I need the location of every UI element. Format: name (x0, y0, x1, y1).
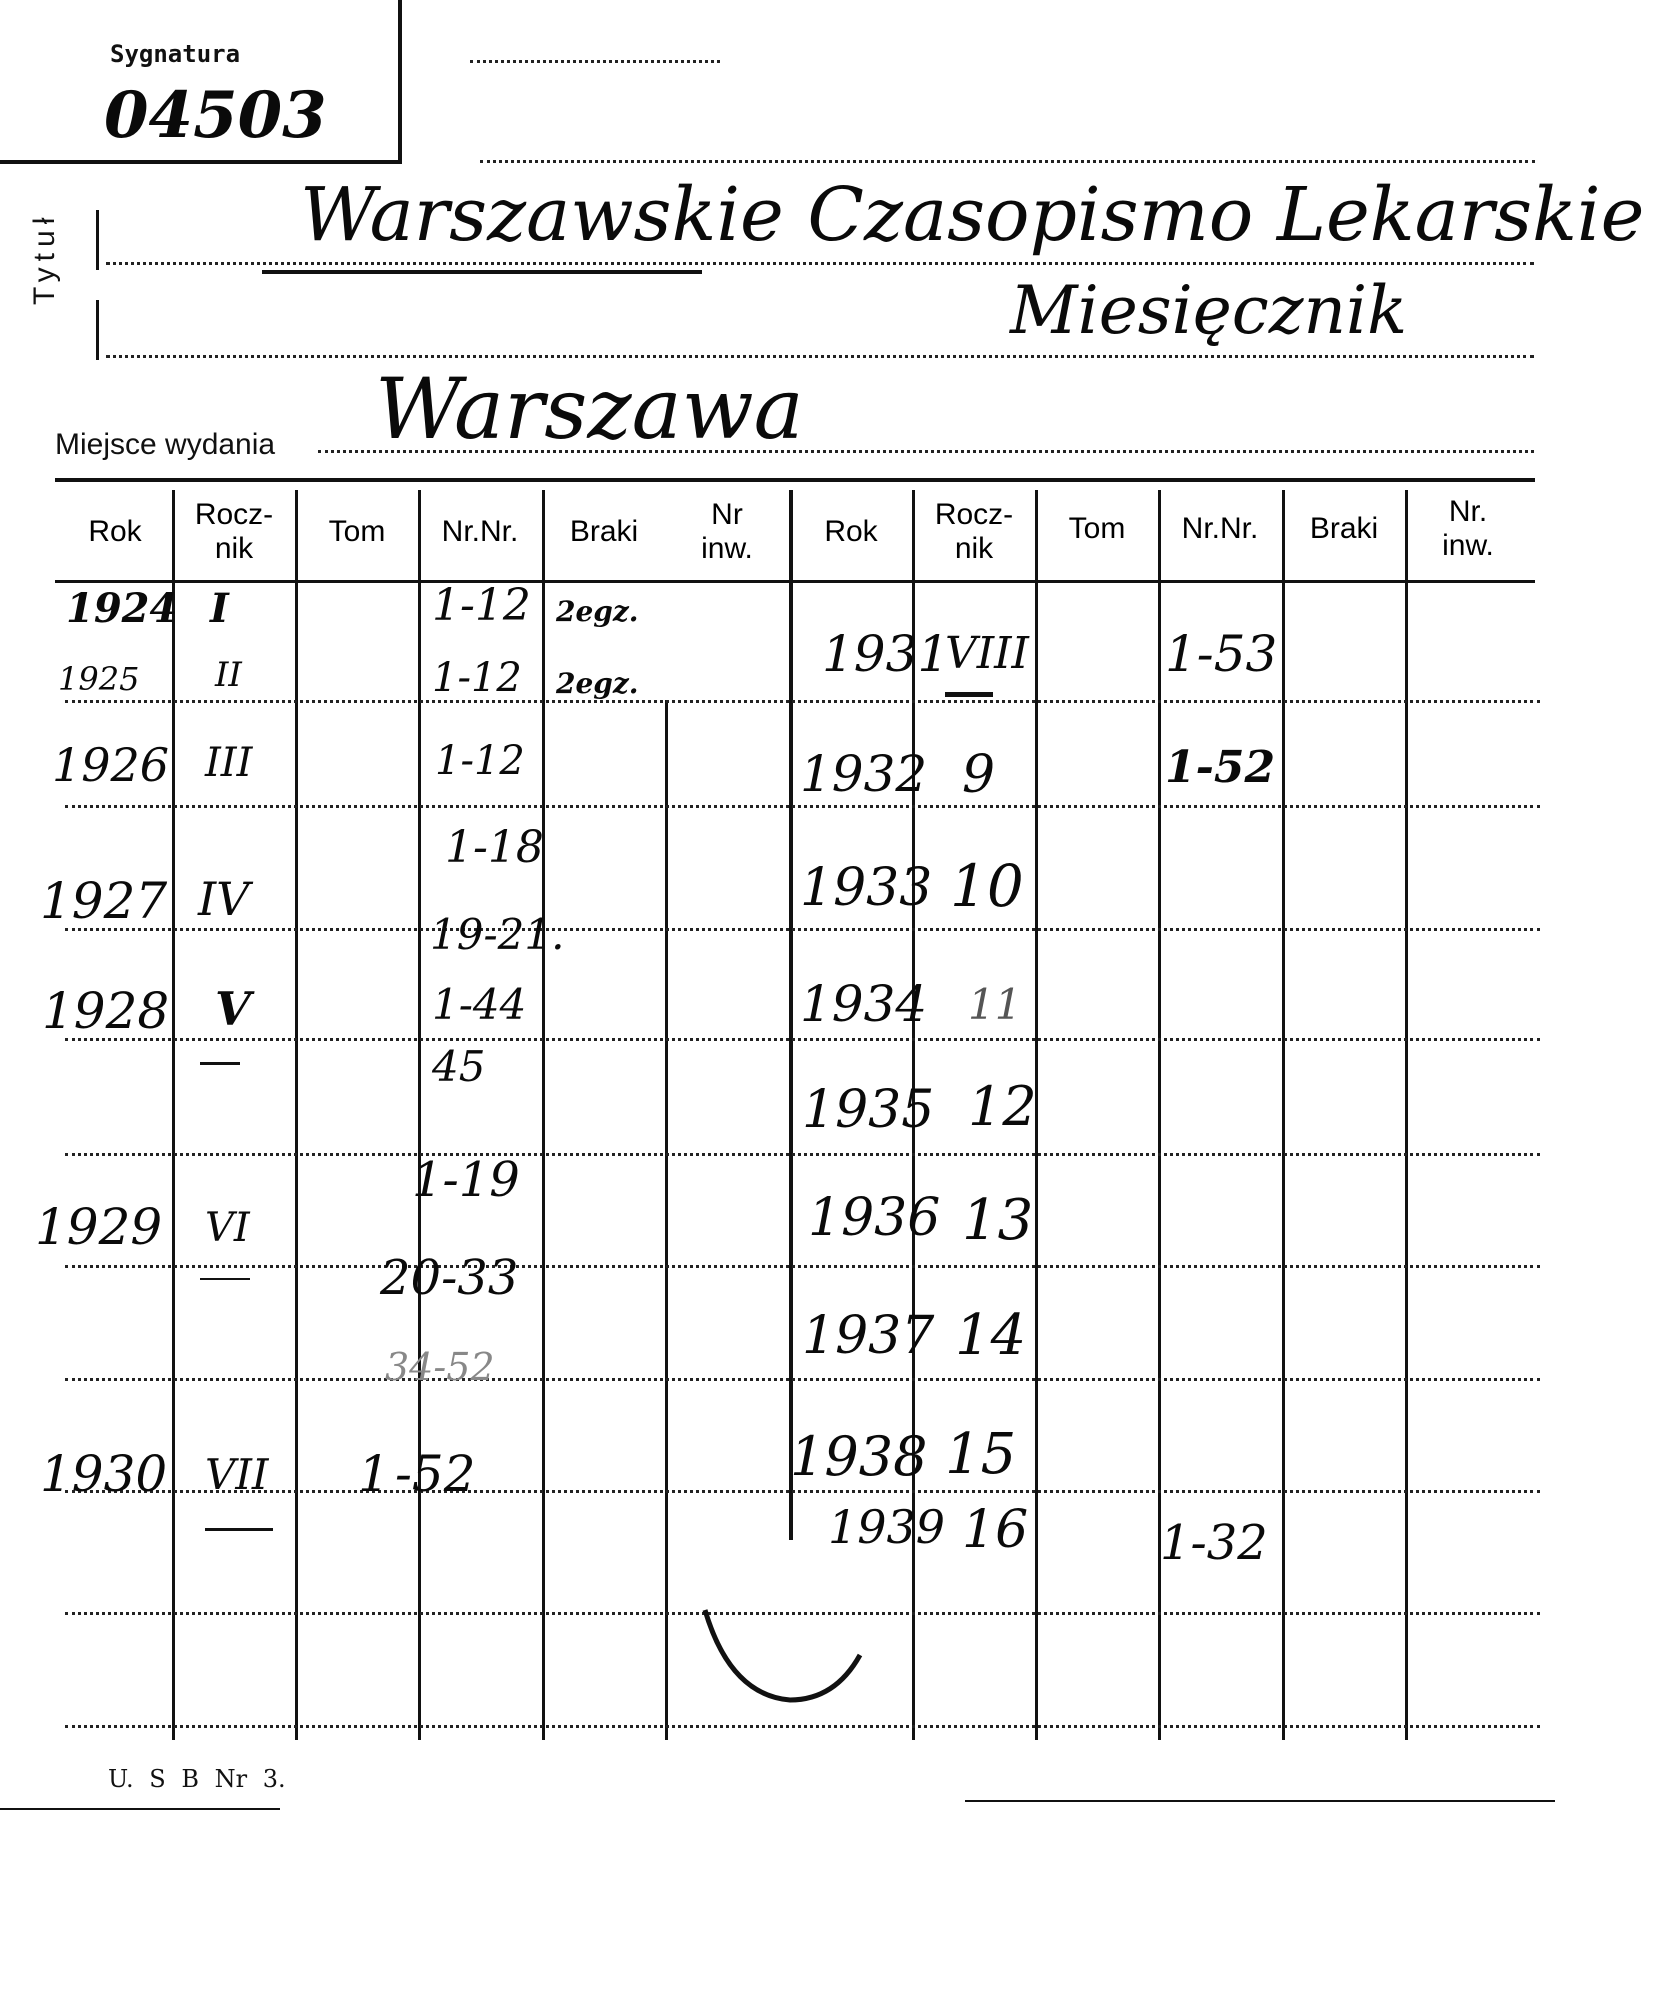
left-rok-1928: 1928 (42, 982, 170, 1040)
left-nrnr-1927: 1-18 (445, 822, 544, 873)
right-rocznik-1936: 13 (962, 1188, 1034, 1253)
right-rocznik-1933: 10 (950, 852, 1024, 920)
header-nrinw-left: Nr inw. (701, 498, 753, 565)
punch-hole-mark (690, 1600, 870, 1710)
right-rocznik-1934: 11 (968, 980, 1022, 1029)
place-value: Warszawa (375, 360, 804, 458)
left-nrnr-1928: 1-44 (432, 980, 527, 1029)
left-rok-1926: 1926 (52, 738, 170, 792)
right-rocznik-1931: VIII (945, 628, 1029, 679)
right-rocznik-1938: 15 (945, 1422, 1017, 1487)
left-nrnr-1924: 1-12 (432, 580, 531, 631)
footer-code: U. S B Nr 3. (108, 1765, 286, 1793)
left-rok-1924: 1924 (66, 585, 178, 632)
left-rok-1925: 1925 (58, 660, 140, 698)
left-rok-1927: 1927 (40, 872, 168, 930)
right-nrnr-1939: 1-32 (1160, 1515, 1268, 1571)
right-rok-1933: 1933 (800, 858, 933, 918)
signature-label: Sygnatura (110, 40, 241, 68)
left-rocznik-1927: IV (198, 872, 250, 926)
header-rok-left: Rok (88, 515, 142, 548)
right-rok-1934: 1934 (800, 975, 928, 1033)
left-rocznik-1928: V (215, 982, 251, 1036)
left-rok-1929: 1929 (35, 1198, 163, 1256)
title-line2: Miesięcznik (1010, 272, 1408, 349)
left-nrnr-1926: 1-12 (435, 738, 525, 784)
header-rok-right: Rok (824, 515, 878, 548)
left-nrnr2-1928: 45 (432, 1042, 486, 1091)
right-rocznik-1939: 16 (962, 1500, 1029, 1560)
table-top-rule (55, 478, 1535, 482)
left-rocznik-1925: II (215, 655, 242, 695)
title-line1: Warszawskie Czasopismo Lekarskie (300, 172, 1645, 258)
left-tom-1930: 1 (358, 1445, 390, 1503)
right-rocznik-1935: 12 (968, 1075, 1037, 1138)
right-rok-1939: 1939 (828, 1500, 946, 1554)
place-label: Miejsce wydania (55, 428, 276, 461)
header-braki-left: Braki (569, 515, 639, 548)
right-nrnr-1932: 1-52 (1165, 742, 1276, 793)
title-label: Tytuł (28, 211, 61, 305)
right-rok-1931: 1931 (822, 625, 950, 683)
left-nrnr-1930: -52 (395, 1445, 476, 1503)
right-rocznik-1932: 9 (962, 745, 996, 805)
header-rocznik-left: Rocz- nik (194, 498, 274, 565)
right-rocznik-1937: 14 (955, 1303, 1027, 1368)
header-braki-right: Braki (1309, 512, 1379, 545)
left-rocznik-1924: I (210, 585, 229, 632)
header-tom-left: Tom (328, 515, 386, 548)
right-rok-1935: 1935 (802, 1080, 935, 1140)
right-rok-1936: 1936 (808, 1188, 941, 1248)
header-tom-right: Tom (1068, 512, 1126, 545)
right-rok-1937: 1937 (802, 1306, 935, 1366)
left-nrnr-1929: 1-19 (412, 1152, 520, 1208)
left-rocznik-1926: III (205, 740, 253, 786)
left-nrnr2-1929: 20-33 (380, 1250, 519, 1306)
left-rok-1930: 1930 (40, 1445, 168, 1503)
left-braki-1924: 2egz. (556, 595, 639, 628)
table-header-rule (55, 580, 1535, 583)
left-nrnr2-1927: 19-21. (430, 910, 565, 959)
left-nrnr3-1929: 34-52 (385, 1345, 495, 1389)
right-rok-1932: 1932 (800, 745, 928, 803)
header-nrinw-right: Nr. inw. (1442, 495, 1494, 562)
right-nrnr-1931: 1-53 (1165, 625, 1278, 683)
left-nrnr-1925: 1-12 (432, 655, 522, 701)
left-braki-1925: 2egz. (556, 667, 639, 700)
header-rocznik-right: Rocz- nik (934, 498, 1014, 565)
right-rok-1938: 1938 (790, 1425, 928, 1488)
left-rocznik-1930: VII (205, 1450, 269, 1499)
left-rocznik-1929: VI (205, 1205, 250, 1251)
header-nrnr-right: Nr.Nr. (1181, 512, 1259, 545)
signature-value: 04503 (104, 78, 327, 153)
header-nrnr-left: Nr.Nr. (441, 515, 519, 548)
